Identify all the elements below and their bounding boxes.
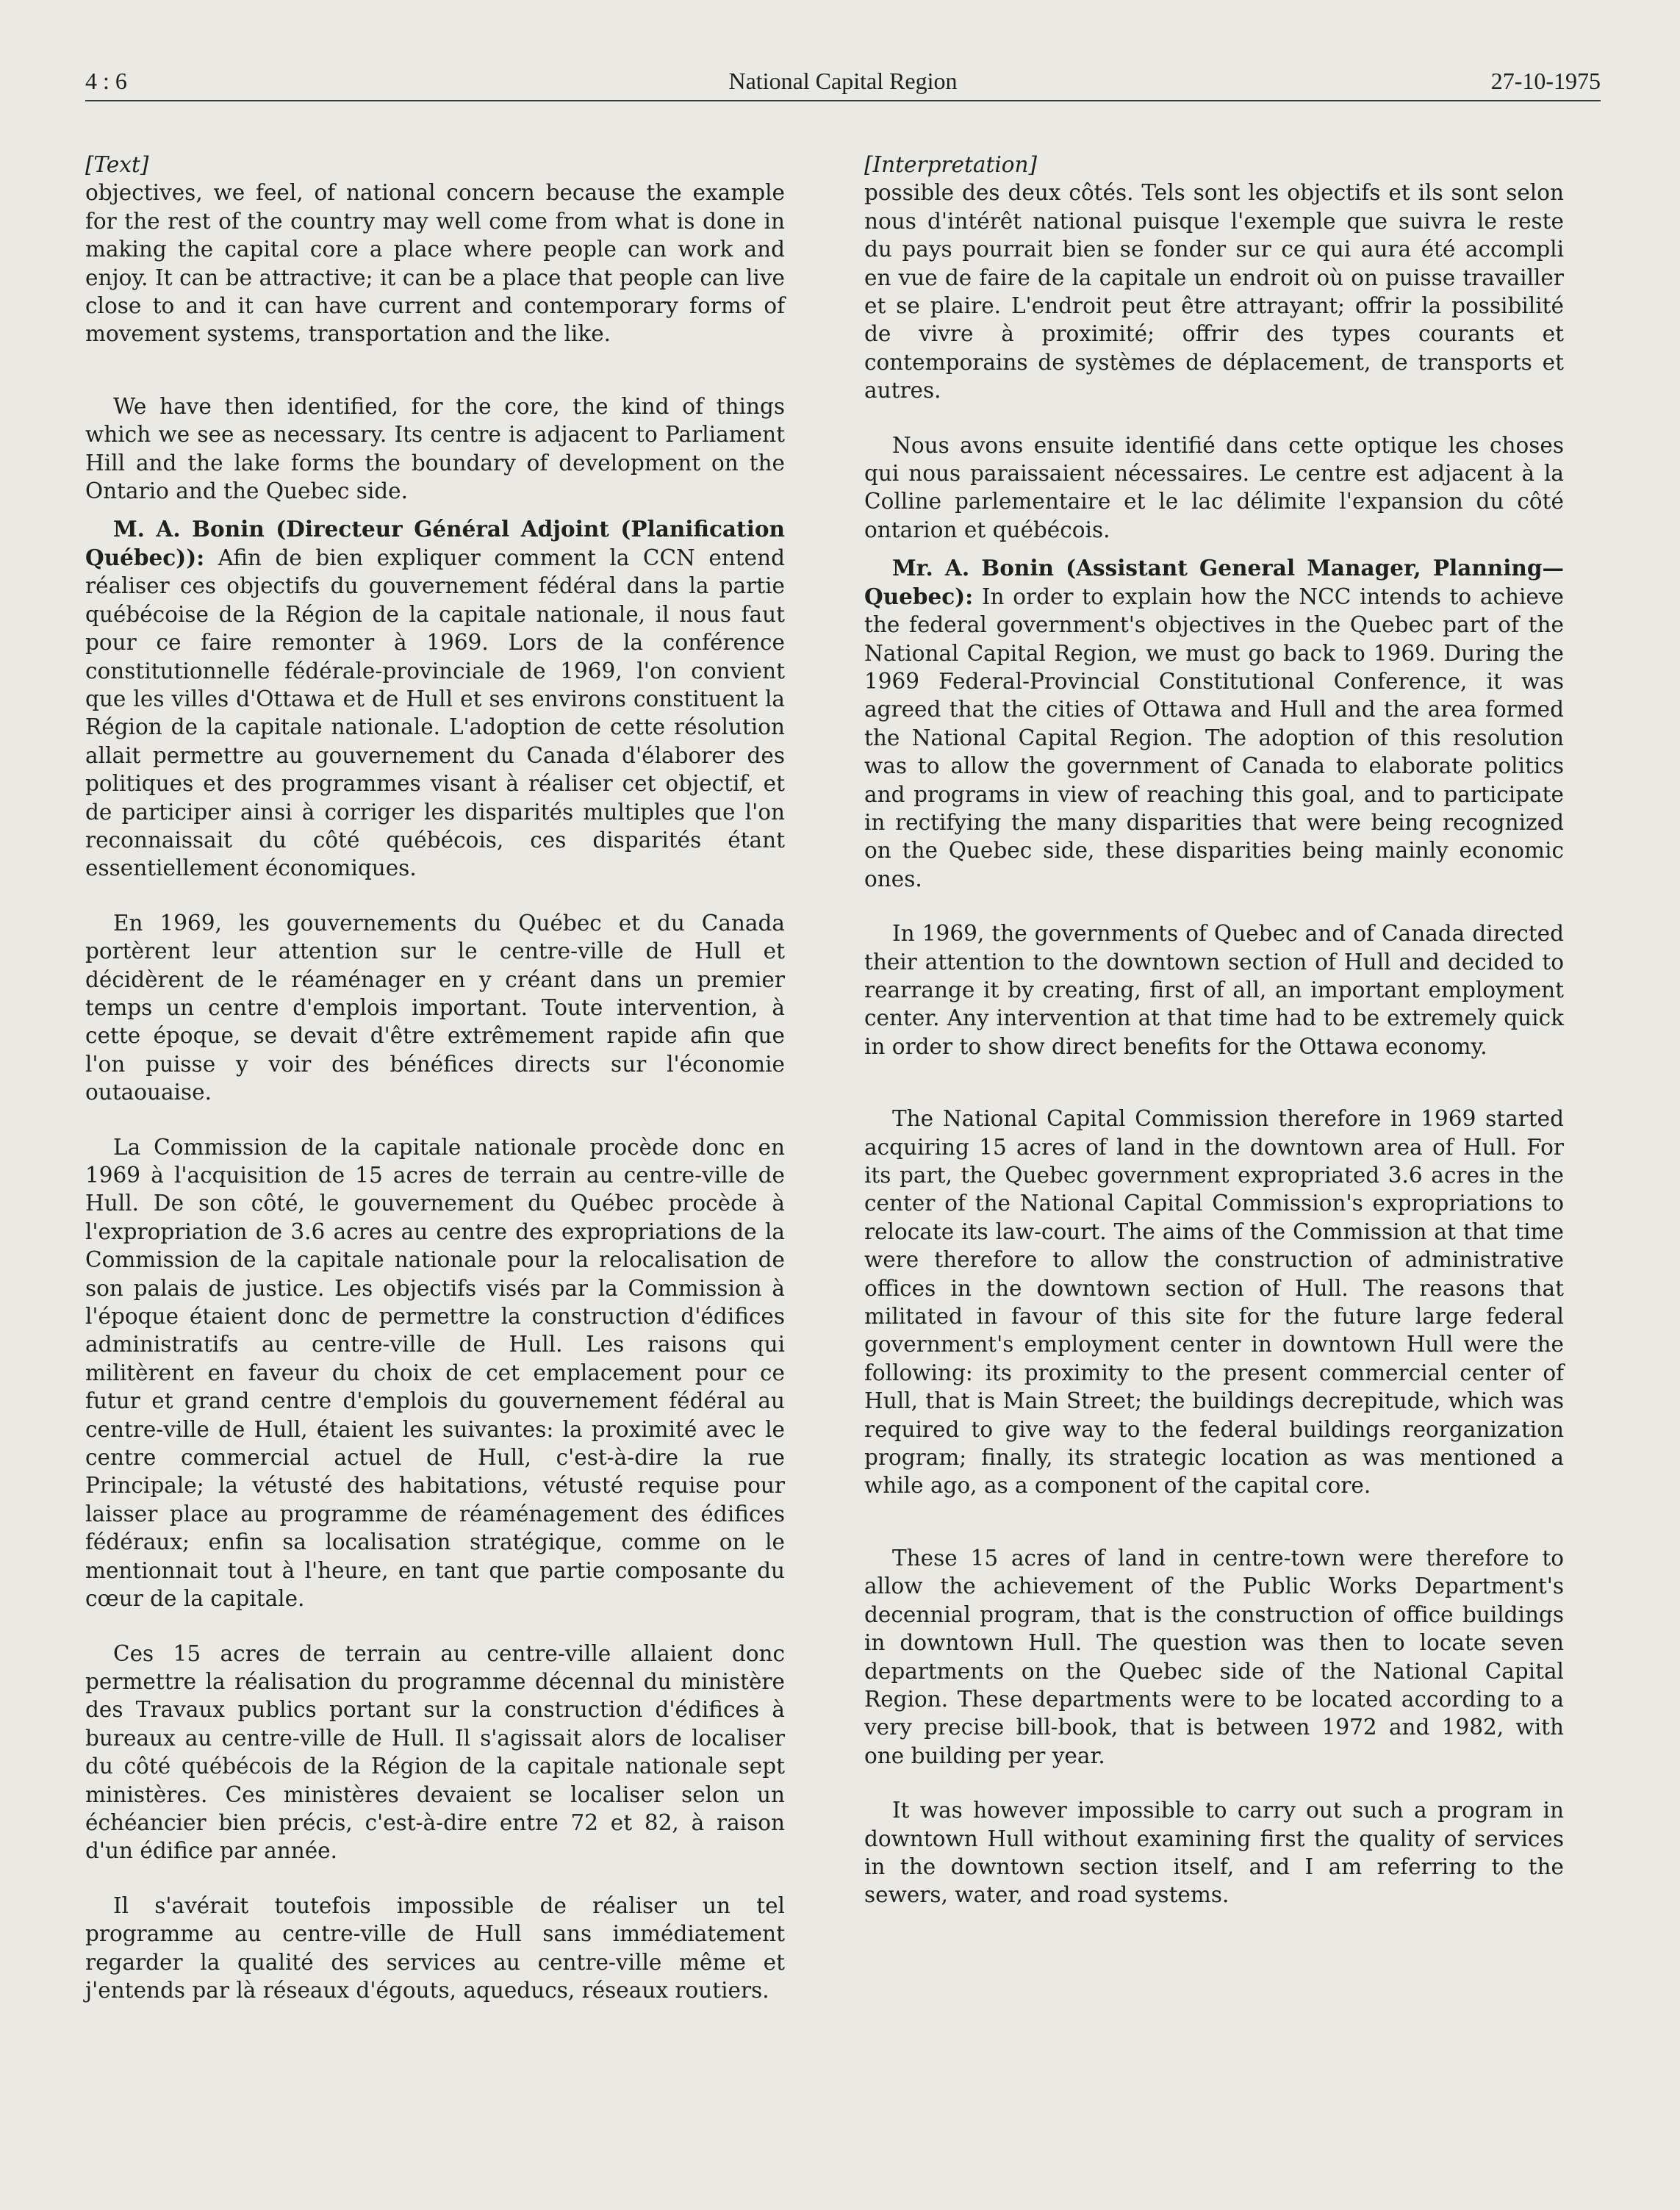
paragraph: The National Capital Commission therefore in 1969 started acquiring 15 acres of land in the downtown area of Hull. For its part, the Quebec government expropriated 3.6 acres in the center of the National Capital Commission's expropriations to relocate its law-court. The aims of the Commission at that time were therefore to allow the construction of administrative offices in the downtown section of Hull. The reasons that militated in favour of this site for the future large federal government's employment center in downtown Hull were the following: its proximity to the present commercial center of Hull, that is Main Street; the buildings decrepitude, which was required to give way to the federal buildings reorganization program; finally, its strategic location as was mentioned a while ago, as a component of the capital core. <box>864 1106 1564 1499</box>
paragraph: objectives, we feel, of national concern because the example for the rest of the country may well come from what is done in making the capital core a place where people can work and enjoy. It can be attractive; it can be a place that people can live close to and it can have current and contemporary forms of movement systems, transportation and the like. <box>85 180 785 347</box>
column-label: [Interpretation] <box>864 152 1038 177</box>
paragraph: We have then identified, for the core, the kind of things which we see as necessary. Its centre is adjacent to Parliament Hill and the lake forms the boundary of development on the Ontario and the Quebec side. <box>85 393 785 504</box>
speaker-name: M. A. Bonin (Directeur Général Adjoint (Planification Québec)): <box>85 516 785 570</box>
paragraph: Nous avons ensuite identifié dans cette optique les choses qui nous paraissaient nécessaires. Le centre est adjacent à la Colline parlementaire et le lac délimite l'expansion du côté ontarion et québécois. <box>864 432 1564 542</box>
page-title: National Capital Region <box>728 68 958 94</box>
paragraph <box>864 554 1564 893</box>
paragraph: Ces 15 acres de terrain au centre-ville allaient donc permettre la réalisation du programme décennal du ministère des Travaux publics portant sur la construction d'édifices à bureaux au centre-ville de Hull. Il s'agissait alors de localiser du côté québécois de la Région de la capitale nationale sept ministères. Ces ministères devaient se localiser selon un échéancier bien précis, c'est-à-dire entre 72 et 82, à raison d'un édifice par année. <box>85 1640 785 1864</box>
speaker-name: Mr. A. Bonin (Assistant General Manager, Planning—Quebec): <box>864 555 1564 609</box>
speech-text: Afin de bien expliquer comment la CCN entend réaliser ces objectifs du gouvernement fédéral dans la partie québécoise de la Région de la capitale nationale, il nous faut pour ce faire remonter à 1969. Lors de la conférence constitutionnelle fédérale-provinciale de 1969, l'on convient que les villes d'Ottawa et de Hull et ses environs constituent la Région de la capitale nationale. L'adoption de cette résolution allait permettre au gouvernement du Canada d'élaborer des politiques et des programmes visant à réaliser cet objectif, et de participer ainsi à corriger les disparités multiples que l'on reconnaissait du côté québécois, ces disparités étant essentiellement économiques. <box>85 545 785 881</box>
paragraph: It was however impossible to carry out such a program in downtown Hull without examining first the quality of services in the downtown section itself, and I am referring to the sewers, water, and road systems. <box>864 1798 1564 1908</box>
paragraph: Il s'avérait toutefois impossible de réaliser un tel programme au centre-ville de Hull sans immédiatement regarder la qualité des services au centre-ville même et j'entends par là réseaux d'égouts, aqueducs, réseaux routiers. <box>85 1893 785 2003</box>
paragraph: La Commission de la capitale nationale procède donc en 1969 à l'acquisition de 15 acres de terrain au centre-ville de Hull. De son côté, le gouvernement du Québec procède à l'expropriation de 3.6 acres au centre des expropriations de la Commission de la capitale nationale pour la relocalisation de son palais de justice. Les objectifs visés par la Commission à l'époque étaient donc de permettre la construction d'édifices administratifs au centre-ville de Hull. Les raisons qui militèrent en faveur du choix de cet emplacement pour ce futur et grand centre d'emplois du gouvernement fédéral au centre-ville de Hull, étaient les suivantes: la proximité avec le centre commercial actuel de Hull, c'est-à-dire la rue Principale; la vétusté des habitations, vétusté requise pour laisser place au programme de réaménagement des édifices fédéraux; enfin sa localisation stratégique, comme on le mentionnait tout à l'heure, en tant que partie composante du cœur de la capitale. <box>85 1134 785 1612</box>
speech-text: In order to explain how the NCC intends to achieve the federal government's objectives in the Quebec part of the National Capital Region, we must go back to 1969. During the 1969 Federal-Provincial Constitutional Conference, it was agreed that the cities of Ottawa and Hull and the area formed the National Capital Region. The adoption of this resolution was to allow the government of Canada to elaborate politics and programs in view of reaching this goal, and to participate in rectifying the many disparities that were being recognized on the Quebec side, these disparities being mainly economic ones. <box>864 584 1564 891</box>
page-date: 27-10-1975 <box>1490 68 1601 94</box>
paragraph: possible des deux côtés. Tels sont les objectifs et ils sont selon nous d'intérêt national puisque l'exemple que suivra le reste du pays pourrait bien se fonder sur ce qui aura été accompli en vue de faire de la capitale un endroit où on puisse travailler et se plaire. L'endroit peut être attrayant; offrir la possibilité de vivre à proximité; offrir des types courants et contemporains de systèmes de déplacement, de transports et autres. <box>864 180 1564 403</box>
paragraph: In 1969, the governments of Quebec and of Canada directed their attention to the downtown section of Hull and decided to rearrange it by creating, first of all, an important employment center. Any intervention at that time had to be extremely quick in order to show direct benefits for the Ottawa economy. <box>864 921 1564 1059</box>
paragraph: En 1969, les gouvernements du Québec et du Canada portèrent leur attention sur le centre-ville de Hull et décidèrent de le réaménager en y créant dans un premier temps un centre d'emplois important. Toute intervention, à cette époque, se devait d'être extrêmement rapide afin que l'on puisse y voir des bénéfices directs sur l'économie outaouaise. <box>85 910 785 1105</box>
paragraph: These 15 acres of land in centre-town were therefore to allow the achievement of the Public Works Department's decennial program, that is the construction of office buildings in downtown Hull. The question was then to locate seven departments on the Quebec side of the National Capital Region. These departments were to be located according to a very precise bill-book, that is between 1972 and 1982, with one building per year. <box>864 1545 1564 1768</box>
page-header <box>85 68 1601 101</box>
left-column <box>85 151 785 2004</box>
right-column <box>864 151 1564 1909</box>
column-label: [Text] <box>85 152 149 177</box>
page-number: 4 : 6 <box>85 68 127 94</box>
paragraph <box>85 515 785 882</box>
